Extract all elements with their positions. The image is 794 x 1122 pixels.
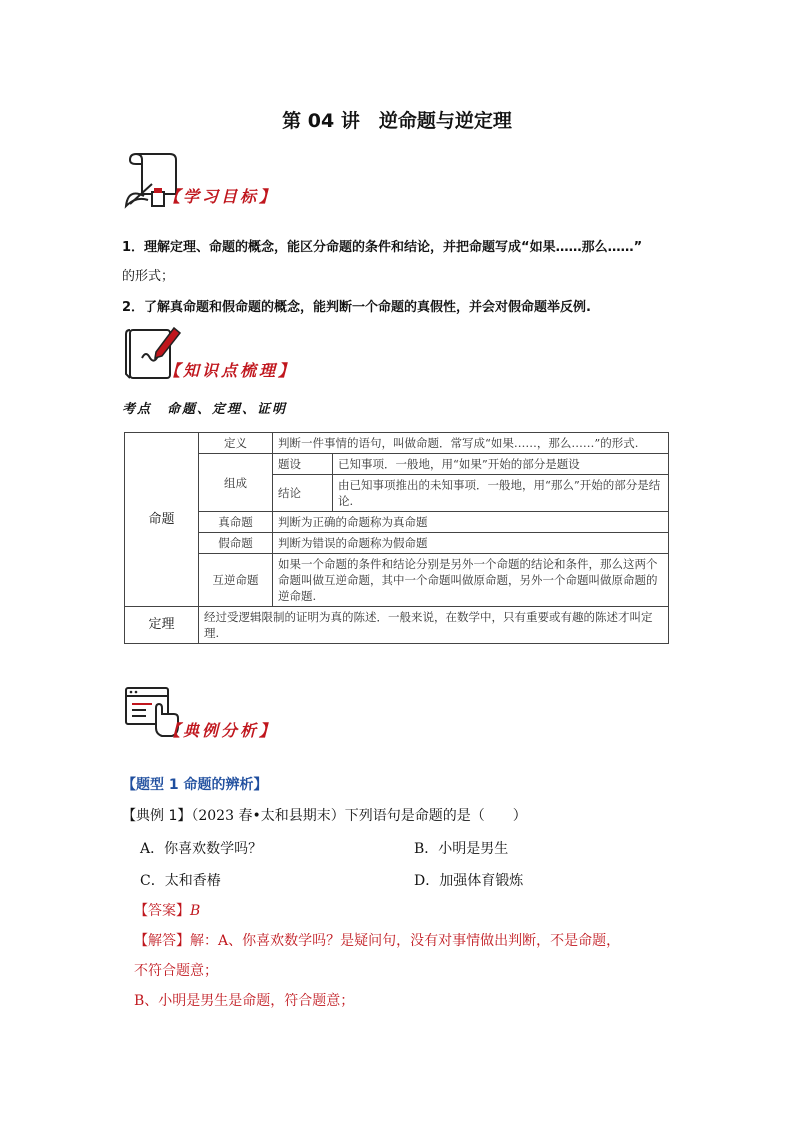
condition-label: 题设	[273, 454, 333, 475]
true-proposition-text: 判断为正确的命题称为真命题	[273, 512, 669, 533]
composition-label: 组成	[199, 454, 273, 512]
conclusion-label: 结论	[273, 475, 333, 512]
objective-1-line-1: 1．理解定理、命题的概念，能区分命题的条件和结论，并把命题写成“如果……那么……”	[122, 240, 643, 255]
objective-1-line-2: 的形式；	[122, 269, 175, 284]
solution-line-3: B、小明是男生是命题，符合题意；	[134, 993, 355, 1009]
example-prefix: 【典例 1】	[122, 808, 192, 824]
solution-line-1	[134, 930, 620, 952]
condition-text: 已知事项．一般地，用“如果”开始的部分是题设	[333, 454, 669, 475]
knowledge-label: 【知识点梳理】	[164, 361, 298, 380]
inverse-proposition-label: 互逆命题	[199, 554, 273, 607]
theorem-label: 定理	[125, 607, 199, 644]
question-type-heading: 【题型 1 命题的辨析】	[122, 777, 268, 793]
false-proposition-text: 判断为错误的命题称为假命题	[273, 533, 669, 554]
solution-line-2: 不符合题意；	[134, 963, 218, 979]
answer-value: B	[190, 903, 201, 919]
solution-text-1: 解：A、你喜欢数学吗？是疑问句，没有对事情做出判断，不是命题，	[190, 933, 621, 949]
answer-line	[134, 900, 200, 922]
page-title: 第 04 讲 逆命题与逆定理	[282, 110, 512, 132]
true-proposition-label: 真命题	[199, 512, 273, 533]
example-question	[122, 805, 527, 827]
objectives-label: 【学习目标】	[164, 187, 279, 206]
knowledge-banner	[122, 322, 442, 392]
proposition-label: 命题	[125, 433, 199, 607]
theorem-text: 经过受逻辑限制的证明为真的陈述．一般来说，在数学中，只有重要或有趣的陈述才叫定理.	[199, 607, 669, 644]
option-d: D．加强体育锻炼	[414, 873, 524, 889]
option-c: C．太和香椿	[140, 873, 221, 889]
answer-label: 【答案】	[134, 903, 190, 919]
objectives-banner	[122, 150, 442, 220]
topic-heading: 考点 命题、定理、证明	[122, 402, 288, 417]
option-a: A．你喜欢数学吗？	[140, 841, 263, 857]
false-proposition-label: 假命题	[199, 533, 273, 554]
examples-label: 【典例分析】	[164, 721, 279, 740]
example-question-text: （2023 春•太和县期末）下列语句是命题的是（ ）	[191, 808, 527, 824]
definition-text: 判断一件事情的语句，叫做命题．常写成“如果……，那么……”的形式.	[273, 433, 669, 454]
conclusion-text: 由已知事项推出的未知事项．一般地，用“那么”开始的部分是结论.	[333, 475, 669, 512]
knowledge-table	[124, 432, 669, 644]
objective-2: 2．了解真命题和假命题的概念，能判断一个命题的真假性，并会对假命题举反例.	[122, 300, 591, 315]
solution-label: 【解答】	[134, 933, 190, 949]
definition-label: 定义	[199, 433, 273, 454]
examples-banner	[122, 684, 442, 754]
option-b: B．小明是男生	[414, 841, 509, 857]
inverse-proposition-text: 如果一个命题的条件和结论分别是另外一个命题的结论和条件，那么这两个命题叫做互逆命题，其中一个命题叫做原命题，另外一个命题叫做原命题的逆命题.	[273, 554, 669, 607]
